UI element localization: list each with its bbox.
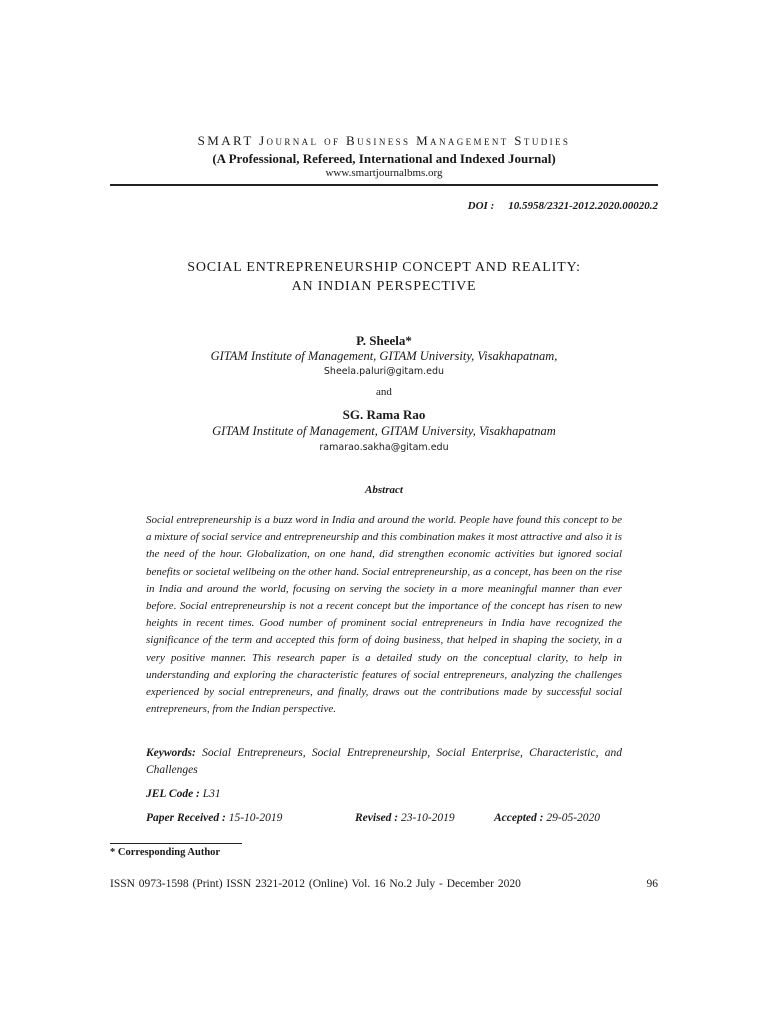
page-number: 96 bbox=[646, 878, 658, 890]
author-affiliation: GITAM Institute of Management, GITAM University, Visakhapatnam bbox=[212, 424, 556, 438]
author-email[interactable]: ramarao.sakha@gitam.edu bbox=[319, 442, 449, 453]
accepted-label: Accepted : bbox=[494, 812, 544, 824]
abstract-heading: Abstract bbox=[365, 484, 403, 496]
paper-title-line-1: SOCIAL ENTREPRENEURSHIP CONCEPT AND REALITY: bbox=[187, 260, 581, 275]
date-received bbox=[146, 812, 282, 824]
keywords-label: Keywords: bbox=[146, 747, 196, 759]
jel-value: L31 bbox=[202, 788, 221, 800]
journal-title: SMART Journal of Business Management Studies bbox=[197, 133, 571, 148]
author-name: P. Sheela* bbox=[356, 333, 412, 348]
footnote-rule bbox=[110, 843, 242, 844]
author-separator: and bbox=[376, 386, 392, 398]
journal-url[interactable]: www.smartjournalbms.org bbox=[325, 167, 443, 179]
header-rule bbox=[110, 184, 658, 186]
doi-line bbox=[468, 200, 658, 212]
author-affiliation: GITAM Institute of Management, GITAM University, Visakhapatnam, bbox=[210, 349, 558, 363]
paper-title-line-2: AN INDIAN PERSPECTIVE bbox=[291, 279, 477, 294]
date-revised bbox=[355, 812, 455, 824]
journal-subtitle: (A Professional, Refereed, International and Indexed Journal) bbox=[212, 151, 556, 166]
author-name: SG. Rama Rao bbox=[342, 407, 426, 422]
paper-title bbox=[0, 258, 768, 296]
received-value: 15-10-2019 bbox=[228, 812, 283, 824]
revised-label: Revised : bbox=[355, 812, 399, 824]
received-label: Paper Received : bbox=[146, 812, 226, 824]
date-accepted bbox=[494, 812, 600, 824]
keywords bbox=[146, 745, 622, 779]
accepted-value: 29-05-2020 bbox=[546, 812, 601, 824]
jel-code bbox=[146, 788, 221, 800]
doi-value[interactable]: 10.5958/2321-2012.2020.00020.2 bbox=[508, 200, 658, 212]
author-email[interactable]: Sheela.paluri@gitam.edu bbox=[323, 366, 445, 377]
keywords-text: Social Entrepreneurs, Social Entrepreneurship, Social Enterprise, Characteristic, and Challenges bbox=[146, 747, 623, 776]
doi-label: DOI : bbox=[467, 200, 495, 212]
corresponding-author-note: * Corresponding Author bbox=[110, 847, 221, 858]
abstract-text: Social entrepreneurship is a buzz word in India and around the world. People have found this concept to be a mixture of social service and entrepreneurship and this combination makes it most attractive and also it is the need of the hour. Globalization, on one hand, did strengthen economic activities but ignored social benefits or societal wellbeing on the other hand. Social entrepreneurship, as a concept, has been on the rise in India and around the world, focusing on serving the society in a more meaningful manner than ever before. Social entrepreneurship is not a recent concept but the importance of the concept has risen to new heights in recent times. Good number of prominent social entrepreneurs in India have recognized the significance of the term and accepted this form of doing business, that helped in shaping the society, in a very positive manner. This research paper is a detailed study on the conceptual clarity, to help in understanding and exploring the characteristic features of social entrepreneurs, analyzing the challenges experienced by social entrepreneurs, and finally, draws out the contributions made by successful social entrepreneurs, from the Indian perspective. bbox=[146, 514, 622, 716]
footer-issn: ISSN 0973-1598 (Print) ISSN 2321-2012 (Online) Vol. 16 No.2 July - December 2020 bbox=[110, 878, 521, 890]
jel-label: JEL Code : bbox=[146, 788, 200, 800]
revised-value: 23-10-2019 bbox=[400, 812, 455, 824]
